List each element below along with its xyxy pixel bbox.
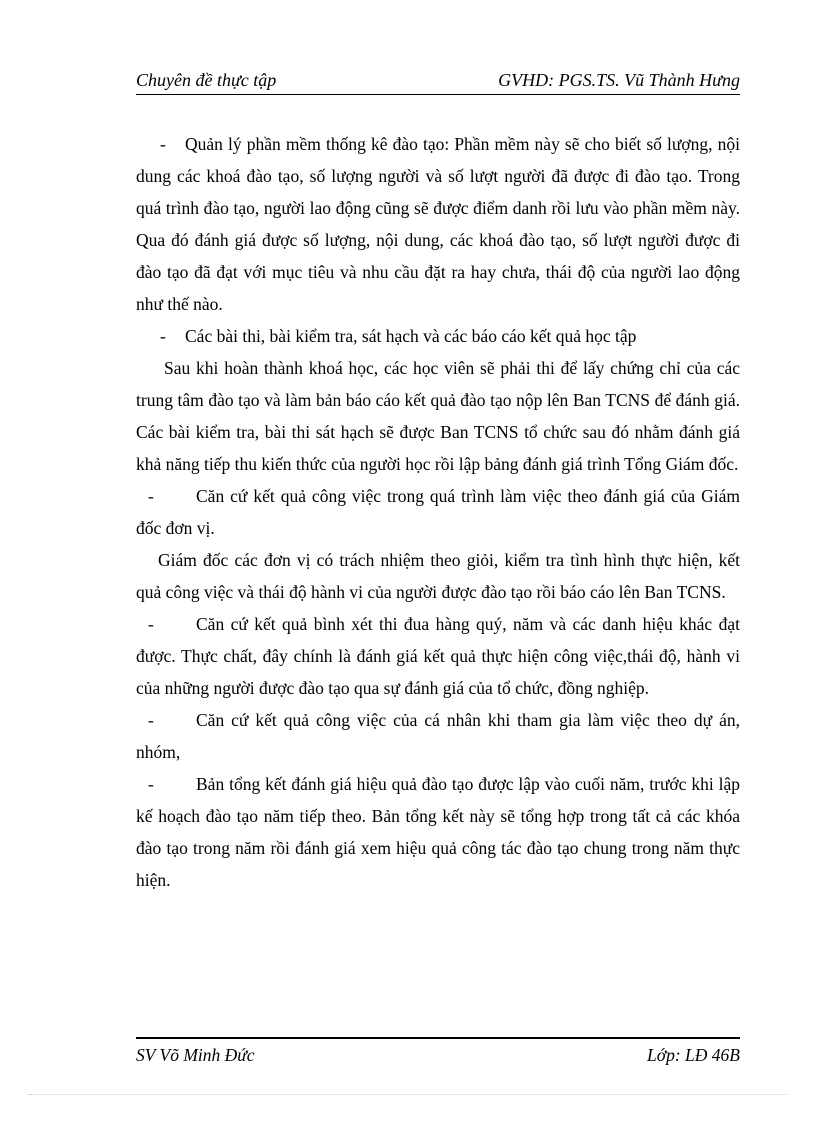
paragraph-text: Quản lý phần mềm thống kê đào tạo: Phần mềm này sẽ cho biết số lượng, nội dung các khoá đào tạo, số lượng người và số lượt người đã được đi đào tạo. Trong quá trình đào tạo, người lao động cũng sẽ được điểm danh rồi lưu vào phần mềm này. Qua đó đánh giá được số lượng, nội dung, các khoá đào tạo, số lượt người được đi đào tạo đã đạt với mục tiêu và nhu cầu đặt ra hay chưa, thái độ của người lao động như thế nào.: [136, 134, 740, 314]
paragraph-annual-summary: [136, 768, 740, 896]
paragraph-software-stats: [136, 128, 740, 320]
bullet-dash: -: [148, 710, 154, 730]
footer-student: SV Võ Minh Đức: [136, 1045, 255, 1065]
bullet-dash: -: [148, 486, 154, 506]
header-title: Chuyên đề thực tập: [136, 70, 277, 90]
paragraph-unit-directors: Giám đốc các đơn vị có trách nhiệm theo giỏi, kiểm tra tình hình thực hiện, kết quả công việc và thái độ hành vi của người được đào tạo rồi báo cáo lên Ban TCNS.: [136, 550, 740, 602]
page-bottom-border: [28, 1094, 788, 1095]
footer-class: Lớp: LĐ 46B: [647, 1045, 740, 1065]
page-footer: [136, 1043, 740, 1069]
paragraph-exams: [136, 320, 740, 352]
paragraph-text: Các bài thi, bài kiểm tra, sát hạch và các báo cáo kết quả học tập: [185, 326, 637, 346]
page-header: [136, 68, 740, 96]
bullet-dash: -: [148, 774, 154, 794]
paragraph-project-work: [136, 704, 740, 768]
bullet-dash: -: [160, 134, 166, 154]
bullet-dash: -: [148, 614, 154, 634]
footer-divider: [136, 1037, 740, 1039]
paragraph-emulation: [136, 608, 740, 704]
page-body: [136, 128, 740, 896]
paragraph-text: Căn cứ kết quả công việc của cá nhân khi tham gia làm việc theo dự án, nhóm,: [136, 710, 740, 762]
header-supervisor: GVHD: PGS.TS. Vũ Thành Hưng: [498, 70, 740, 90]
paragraph-text: Bản tổng kết đánh giá hiệu quả đào tạo được lập vào cuối năm, trước khi lập kế hoạch đào tạo năm tiếp theo. Bản tổng kết này sẽ tổng hợp trong tất cả các khóa đào tạo trong năm rồi đánh giá xem hiệu quả công tác đào tạo chung trong năm thực hiện.: [136, 774, 740, 890]
paragraph-work-results: [136, 480, 740, 544]
paragraph-text: Căn cứ kết quả công việc trong quá trình làm việc theo đánh giá của Giám đốc đơn vị.: [136, 486, 740, 538]
header-divider: [136, 94, 740, 95]
bullet-dash: -: [160, 326, 166, 346]
paragraph-after-course: Sau khi hoàn thành khoá học, các học viên sẽ phải thi để lấy chứng chỉ của các trung tâm đào tạo và làm bản báo cáo kết quả đào tạo nộp lên Ban TCNS để đánh giá. Các bài kiểm tra, bài thi sát hạch sẽ được Ban TCNS tổ chức sau đó nhằm đánh giá khả năng tiếp thu kiến thức của người học rồi lập bảng đánh giá trình Tổng Giám đốc.: [136, 358, 740, 474]
paragraph-text: Căn cứ kết quả bình xét thi đua hàng quý, năm và các danh hiệu khác đạt được. Thực chất, đây chính là đánh giá kết quả thực hiện công việc,thái độ, hành vi của những người được đào tạo qua sự đánh giá của tổ chức, đồng nghiệp.: [136, 614, 740, 698]
